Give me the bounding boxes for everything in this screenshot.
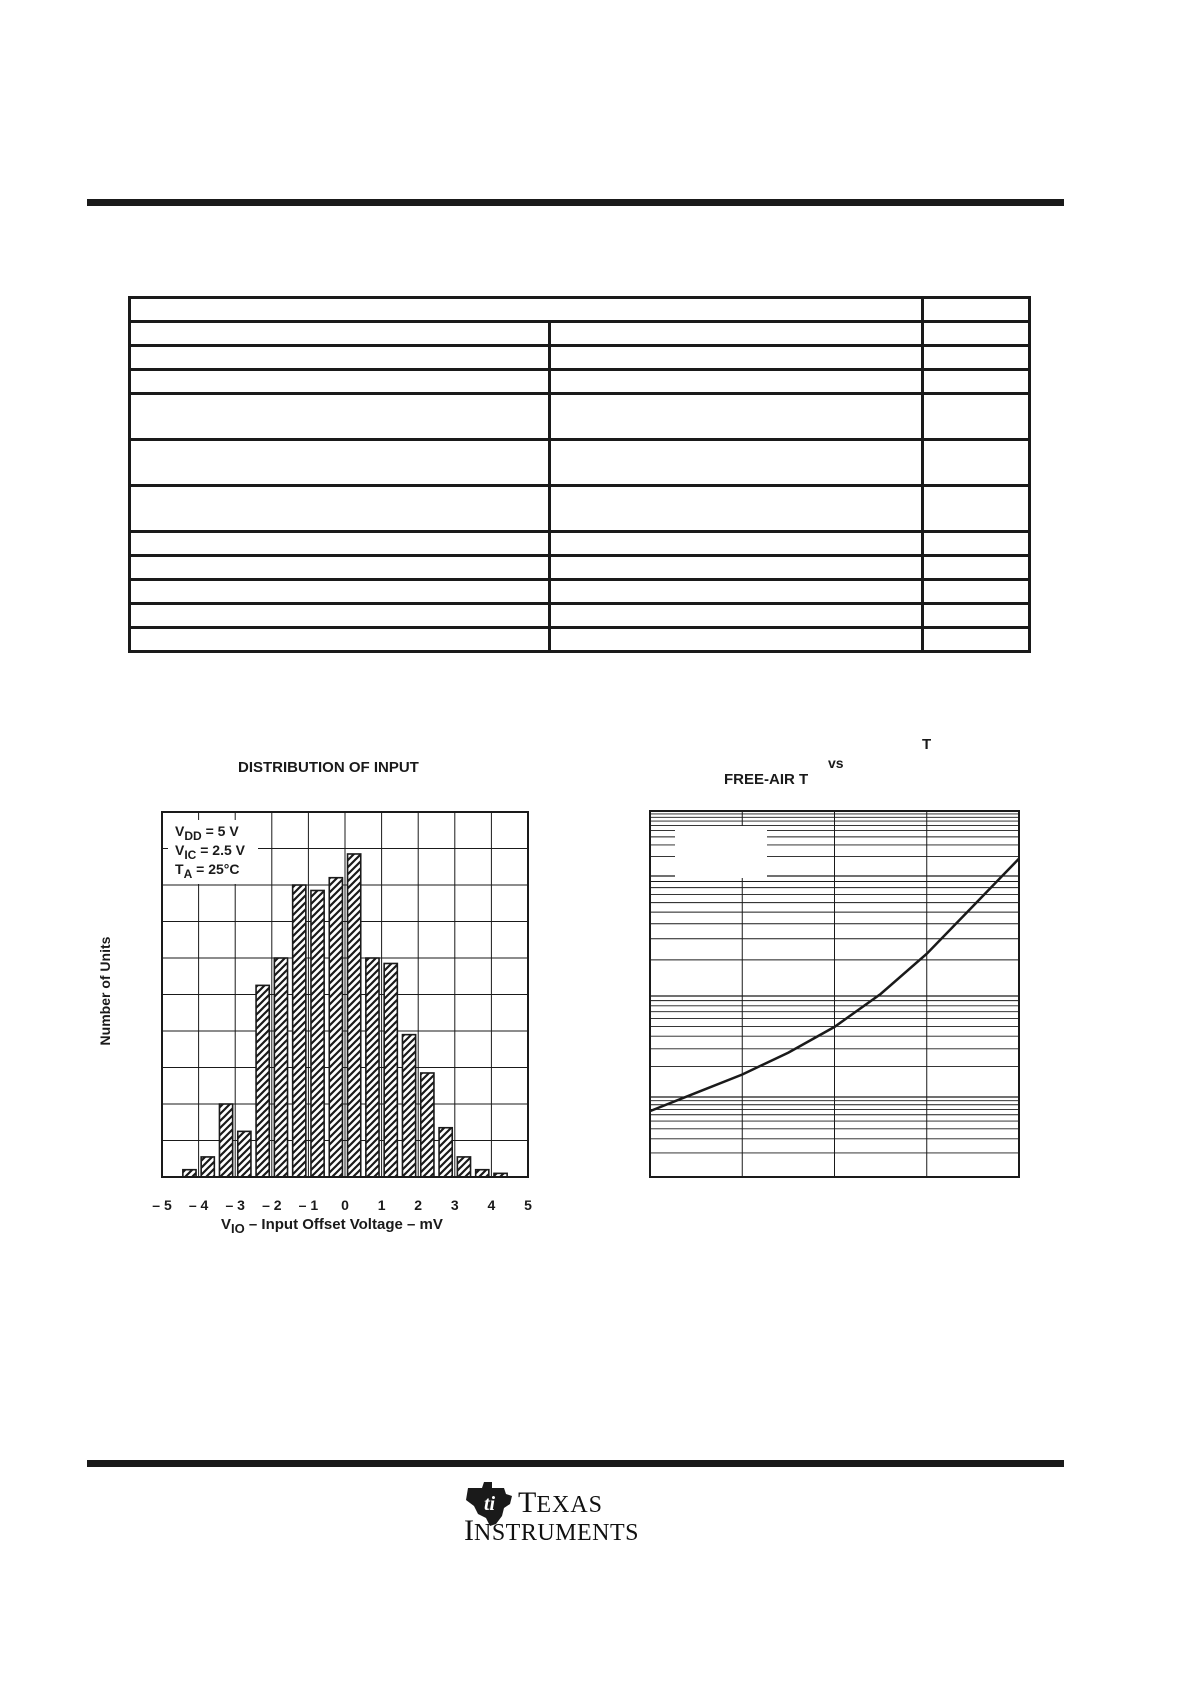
histogram-x-tick: 0 xyxy=(341,1197,349,1213)
histogram-y-label: Number of Units xyxy=(97,936,113,1046)
spec-cell xyxy=(550,346,923,370)
spec-row xyxy=(130,580,1030,604)
histogram-bar xyxy=(329,878,342,1177)
spec-cell xyxy=(923,556,1030,580)
spec-cell xyxy=(130,298,923,322)
header-rule xyxy=(87,199,1064,206)
histogram-bar xyxy=(256,985,269,1177)
spec-row xyxy=(130,532,1030,556)
spec-row xyxy=(130,370,1030,394)
histogram-bar xyxy=(402,1035,415,1177)
ti-logo xyxy=(462,1478,672,1550)
curve-title-line2: FREE-AIR T xyxy=(724,771,809,788)
cond-vic: $V_{IC} = 2.5$ V xyxy=(175,842,245,862)
histogram-bar xyxy=(439,1128,452,1177)
spec-cell xyxy=(550,486,923,532)
spec-row xyxy=(130,298,1030,322)
conditions-box xyxy=(168,820,258,884)
histogram-x-tick: – 5 xyxy=(152,1197,172,1213)
spec-cell xyxy=(550,322,923,346)
cond-ta: $T_A = 25^\circ C$ xyxy=(175,861,240,881)
spec-cell xyxy=(923,628,1030,652)
histogram-x-tick: 4 xyxy=(487,1197,496,1213)
spec-cell xyxy=(550,556,923,580)
cond-vdd: $V_{DD} = 5$ V xyxy=(175,823,239,843)
spec-cell xyxy=(550,580,923,604)
spec-cell xyxy=(130,440,550,486)
spec-cell xyxy=(923,346,1030,370)
histogram-bar xyxy=(293,885,306,1177)
histogram-bar xyxy=(311,890,324,1177)
spec-row xyxy=(130,556,1030,580)
footer-rule xyxy=(87,1460,1064,1467)
spec-cell xyxy=(130,486,550,532)
spec-row xyxy=(130,486,1030,532)
spec-cell xyxy=(550,370,923,394)
svg-text:ti: ti xyxy=(484,1493,496,1515)
histogram-title: DISTRIBUTION OF INPUT xyxy=(238,759,419,776)
spec-cell xyxy=(130,370,550,394)
histogram-x-label: $V_{IO}$ – Input Offset Voltage – mV xyxy=(221,1216,443,1236)
histogram-bar xyxy=(238,1131,251,1177)
spec-cell xyxy=(130,628,550,652)
histogram-bar xyxy=(457,1157,470,1177)
spec-row xyxy=(130,628,1030,652)
spec-row xyxy=(130,346,1030,370)
spec-cell xyxy=(923,580,1030,604)
spec-cell xyxy=(130,322,550,346)
spec-cell xyxy=(923,322,1030,346)
spec-cell xyxy=(130,580,550,604)
spec-cell xyxy=(923,486,1030,532)
spec-cell xyxy=(550,604,923,628)
histogram-x-tick: – 2 xyxy=(262,1197,282,1213)
spec-row xyxy=(130,604,1030,628)
spec-cell xyxy=(550,532,923,556)
spec-row xyxy=(130,440,1030,486)
spec-cell xyxy=(923,394,1030,440)
curve-title-line1: T xyxy=(922,736,932,753)
histogram-x-tick: – 4 xyxy=(188,1197,209,1213)
spec-row xyxy=(130,322,1030,346)
spec-cell xyxy=(130,346,550,370)
spec-cell xyxy=(130,532,550,556)
ti-logo-line2: INSTRUMENTS xyxy=(464,1514,640,1547)
histogram-bar xyxy=(274,958,287,1177)
histogram-x-tick: 1 xyxy=(377,1197,386,1213)
curve-legend-blank xyxy=(675,826,767,878)
spec-cell xyxy=(130,394,550,440)
spec-cell xyxy=(550,628,923,652)
spec-cell xyxy=(550,440,923,486)
histogram-x-tick: 5 xyxy=(524,1197,532,1213)
curve-chart xyxy=(649,810,1021,1179)
spec-cell xyxy=(130,556,550,580)
histogram-bar xyxy=(348,854,361,1177)
histogram-x-tick: – 3 xyxy=(225,1197,245,1213)
histogram-bar xyxy=(384,963,397,1177)
histogram-x-tick: 3 xyxy=(450,1197,459,1213)
histogram-bar xyxy=(421,1073,434,1177)
histogram-bar xyxy=(476,1170,489,1177)
spec-cell xyxy=(923,298,1030,322)
spec-cell xyxy=(923,370,1030,394)
curve-title-vs: vs xyxy=(828,755,844,771)
spec-table xyxy=(128,296,1028,653)
ti-logo-line1: TEXAS xyxy=(518,1486,603,1519)
histogram-x-tick: 2 xyxy=(414,1197,423,1213)
spec-row xyxy=(130,394,1030,440)
histogram-bar xyxy=(201,1157,214,1177)
spec-cell xyxy=(923,532,1030,556)
spec-cell xyxy=(130,604,550,628)
histogram-bar xyxy=(366,958,379,1177)
histogram-x-tick: – 1 xyxy=(298,1197,319,1213)
spec-cell xyxy=(550,394,923,440)
spec-cell xyxy=(923,440,1030,486)
spec-cell xyxy=(923,604,1030,628)
histogram-bar xyxy=(219,1104,232,1177)
histogram-bar xyxy=(183,1170,196,1177)
